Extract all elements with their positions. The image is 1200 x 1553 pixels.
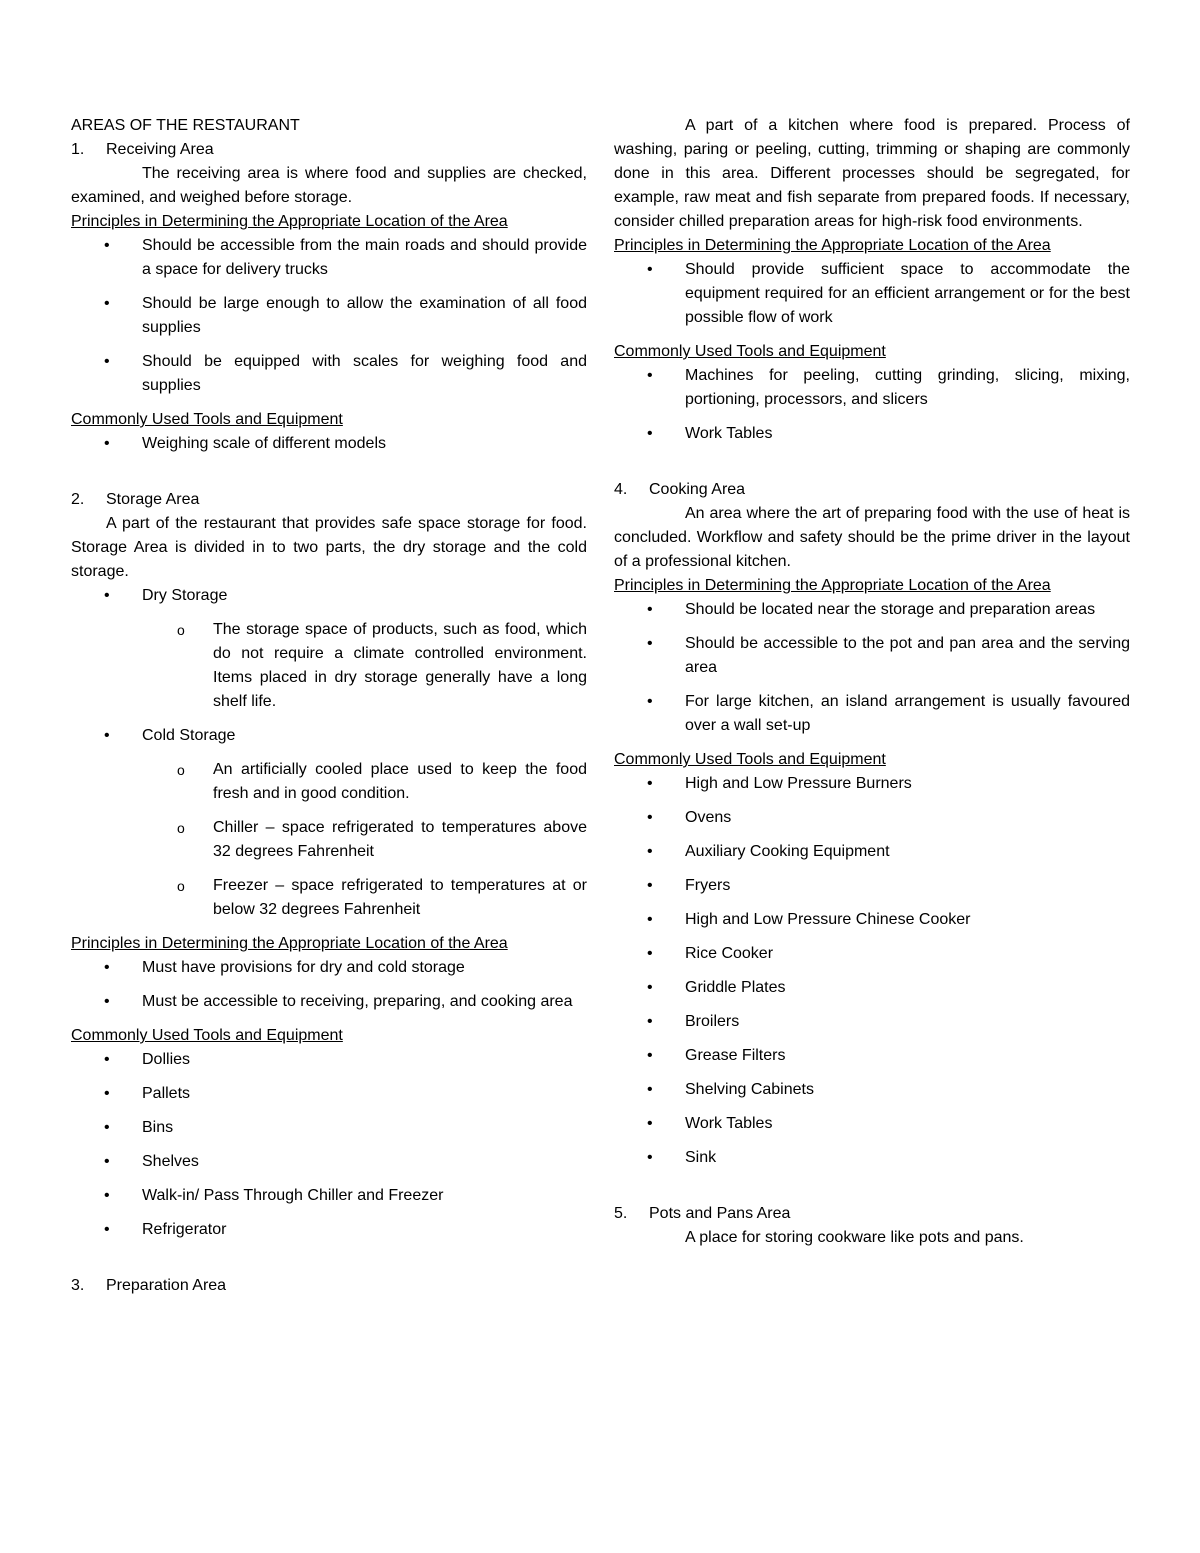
cooking-principles-label: Principles in Determining the Appropriate Location of the Area (614, 577, 1051, 594)
list-item: • Dollies (71, 1048, 587, 1072)
storage-tools-label: Commonly Used Tools and Equipment (71, 1027, 343, 1044)
list-item: • High and Low Pressure Burners (614, 772, 1130, 796)
left-column (71, 114, 587, 1298)
receiving-tools-list (71, 432, 587, 456)
list-item (71, 724, 587, 922)
list-item: • Should provide sufficient space to accommodate the equipment required for an efficient arrangement or for the best possible flow of work (614, 258, 1130, 330)
section-heading-cooking: 4. Cooking Area (614, 481, 746, 498)
storage-description: A part of the restaurant that provides safe space storage for food. Storage Area is divided in to two parts, the dry storage and the cold storage. (71, 515, 587, 580)
storage-principles-label: Principles in Determining the Appropriate Location of the Area (71, 935, 508, 952)
list-item: • Auxiliary Cooking Equipment (614, 840, 1130, 864)
list-item: • Shelving Cabinets (614, 1078, 1130, 1102)
list-item: • Work Tables (614, 1112, 1130, 1136)
list-item: • Griddle Plates (614, 976, 1130, 1000)
cooking-principles-list (614, 598, 1130, 738)
storage-principles-list (71, 956, 587, 1014)
list-item: • Should be located near the storage and preparation areas (614, 598, 1130, 622)
cooking-description: An area where the art of preparing food with the use of heat is concluded. Workflow and safety should be the prime driver in the layout of a professional kitchen. (614, 505, 1130, 570)
list-item: • Sink (614, 1146, 1130, 1170)
list-item: • Work Tables (614, 422, 1130, 446)
list-item: o Freezer – space refrigerated to temperatures at or below 32 degrees Fahrenheit (142, 874, 587, 922)
list-item: • Should be equipped with scales for weighing food and supplies (71, 350, 587, 398)
section-heading-storage: 2. Storage Area (71, 491, 200, 508)
dry-storage-label: Dry Storage (142, 587, 228, 604)
list-item: • Must be accessible to receiving, preparing, and cooking area (71, 990, 587, 1014)
list-item: • Fryers (614, 874, 1130, 898)
list-item: o The storage space of products, such as food, which do not require a climate controlled environment. Items placed in dry storage generally have a long shelf life. (142, 618, 587, 714)
list-item: • Should be large enough to allow the examination of all food supplies (71, 292, 587, 340)
preparation-principles-label: Principles in Determining the Appropriate Location of the Area (614, 237, 1051, 254)
list-item: • Bins (71, 1116, 587, 1140)
cooking-tools-list (614, 772, 1130, 1170)
preparation-tools-list (614, 364, 1130, 446)
receiving-principles-list (71, 234, 587, 398)
list-item: • Weighing scale of different models (71, 432, 587, 456)
section-heading-pots-pans: 5. Pots and Pans Area (614, 1205, 791, 1222)
list-item: • Pallets (71, 1082, 587, 1106)
list-item: • Ovens (614, 806, 1130, 830)
cooking-tools-label: Commonly Used Tools and Equipment (614, 751, 886, 768)
list-item: • Broilers (614, 1010, 1130, 1034)
receiving-principles-label: Principles in Determining the Appropriate Location of the Area (71, 213, 508, 230)
storage-tools-list (71, 1048, 587, 1242)
list-item: o An artificially cooled place used to keep the food fresh and in good condition. (142, 758, 587, 806)
preparation-principles-list (614, 258, 1130, 330)
list-item: • High and Low Pressure Chinese Cooker (614, 908, 1130, 932)
receiving-tools-label: Commonly Used Tools and Equipment (71, 411, 343, 428)
cold-storage-label: Cold Storage (142, 727, 236, 744)
section-heading-preparation: 3. Preparation Area (71, 1277, 227, 1294)
storage-types-list (71, 584, 587, 922)
list-item: • Grease Filters (614, 1044, 1130, 1068)
list-item: • Walk-in/ Pass Through Chiller and Freezer (71, 1184, 587, 1208)
right-column (614, 114, 1130, 1250)
preparation-tools-label: Commonly Used Tools and Equipment (614, 343, 886, 360)
list-item (71, 584, 587, 714)
list-item: • Must have provisions for dry and cold storage (71, 956, 587, 980)
dry-storage-sublist (142, 618, 587, 714)
section-heading-receiving: 1. Receiving Area (71, 141, 214, 158)
list-item: • For large kitchen, an island arrangement is usually favoured over a wall set-up (614, 690, 1130, 738)
list-item: • Refrigerator (71, 1218, 587, 1242)
list-item: • Should be accessible to the pot and pan area and the serving area (614, 632, 1130, 680)
preparation-description: A part of a kitchen where food is prepared. Process of washing, paring or peeling, cutting, trimming or shaping are commonly done in this area. Different processes should be segregated, for example, raw meat and fish separate from prepared foods. If necessary, consider chilled preparation areas for high-risk food environments. (614, 117, 1130, 230)
document-title: AREAS OF THE RESTAURANT (71, 117, 300, 134)
list-item: o Chiller – space refrigerated to temperatures above 32 degrees Fahrenheit (142, 816, 587, 864)
list-item: • Rice Cooker (614, 942, 1130, 966)
list-item: • Shelves (71, 1150, 587, 1174)
list-item: • Machines for peeling, cutting grinding, slicing, mixing, portioning, processors, and slicers (614, 364, 1130, 412)
list-item: • Should be accessible from the main roads and should provide a space for delivery trucks (71, 234, 587, 282)
receiving-description: The receiving area is where food and supplies are checked, examined, and weighed before storage. (71, 165, 587, 206)
pots-pans-description: A place for storing cookware like pots and pans. (685, 1229, 1024, 1246)
cold-storage-sublist (142, 758, 587, 922)
